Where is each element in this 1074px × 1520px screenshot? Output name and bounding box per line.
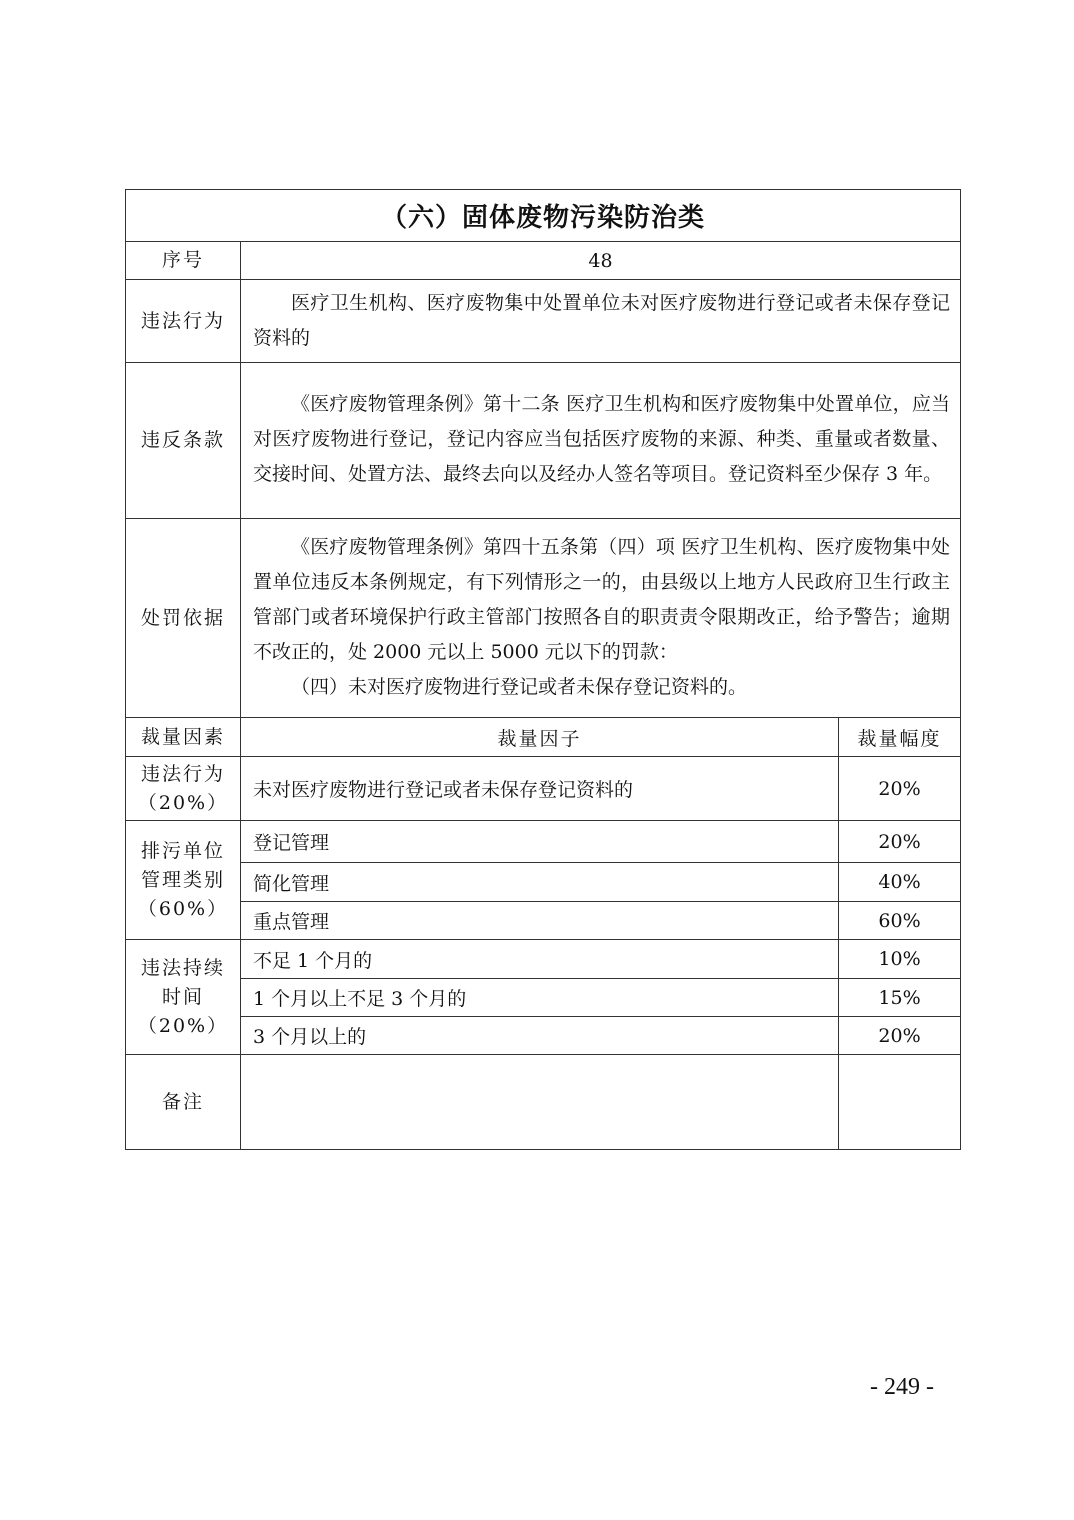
factor-item: 登记管理 bbox=[241, 821, 839, 863]
remarks-range bbox=[839, 1055, 961, 1150]
violation-text: 医疗卫生机构、医疗废物集中处置单位未对医疗废物进行登记或者未保存登记资料的 bbox=[253, 292, 951, 349]
factor-item: 不足 1 个月的 bbox=[241, 940, 839, 979]
factor-item: 3 个月以上的 bbox=[241, 1017, 839, 1055]
factor-range: 20% bbox=[839, 821, 961, 863]
group-label: 违法行为 bbox=[140, 762, 225, 785]
group-weight: （20%） bbox=[137, 1014, 229, 1037]
factor-group-violation bbox=[126, 757, 241, 821]
remarks-content bbox=[241, 1055, 839, 1150]
page-number: - 249 - bbox=[870, 1374, 934, 1400]
discretion-range-header: 裁量幅度 bbox=[839, 718, 961, 757]
group-label-line: 时间 bbox=[161, 985, 204, 1008]
penalty-discretion-table bbox=[125, 189, 961, 1150]
violated-clause-label: 违反条款 bbox=[126, 363, 241, 519]
factor-range: 20% bbox=[839, 757, 961, 821]
penalty-basis-text: 《医疗废物管理条例》第四十五条第（四）项 医疗卫生机构、医疗废物集中处置单位违反本条例规定，有下列情形之一的，由县级以上地方人民政府卫生行政主管部门或者环境保护行政主管部门按照各自的职责责令限期改正，给予警告；逾期不改正的，处 2000 元以上 5000 元以下的罚款： bbox=[253, 535, 951, 663]
factor-group-duration bbox=[126, 940, 241, 1055]
factor-group-management-category bbox=[126, 821, 241, 940]
penalty-basis-label: 处罚依据 bbox=[126, 519, 241, 718]
group-weight: （20%） bbox=[137, 791, 229, 814]
discretion-factor-header: 裁量因素 bbox=[126, 718, 241, 757]
discretion-item-header: 裁量因子 bbox=[241, 718, 839, 757]
factor-item: 重点管理 bbox=[241, 902, 839, 940]
group-label-line: 排污单位 bbox=[140, 839, 225, 862]
factor-range: 40% bbox=[839, 863, 961, 902]
group-weight: （60%） bbox=[137, 897, 229, 920]
section-title: （六）固体废物污染防治类 bbox=[126, 190, 961, 242]
factor-range: 60% bbox=[839, 902, 961, 940]
factor-range: 15% bbox=[839, 979, 961, 1017]
factor-item: 1 个月以上不足 3 个月的 bbox=[241, 979, 839, 1017]
violation-label: 违法行为 bbox=[126, 280, 241, 363]
factor-item: 未对医疗废物进行登记或者未保存登记资料的 bbox=[241, 757, 839, 821]
group-label-line: 违法持续 bbox=[140, 956, 225, 979]
serial-value: 48 bbox=[241, 242, 961, 280]
violated-clause-text: 《医疗废物管理条例》第十二条 医疗卫生机构和医疗废物集中处置单位，应当对医疗废物进行登记，登记内容应当包括医疗废物的来源、种类、重量或者数量、交接时间、处置方法、最终去向以及经办人签名等项目。登记资料至少保存 3 年。 bbox=[253, 393, 951, 485]
factor-range: 10% bbox=[839, 940, 961, 979]
factor-range: 20% bbox=[839, 1017, 961, 1055]
remarks-label: 备注 bbox=[126, 1055, 241, 1150]
penalty-basis-item: （四）未对医疗废物进行登记或者未保存登记资料的。 bbox=[291, 675, 748, 698]
serial-label: 序号 bbox=[126, 242, 241, 280]
factor-item: 简化管理 bbox=[241, 863, 839, 902]
group-label-line: 管理类别 bbox=[140, 868, 225, 891]
